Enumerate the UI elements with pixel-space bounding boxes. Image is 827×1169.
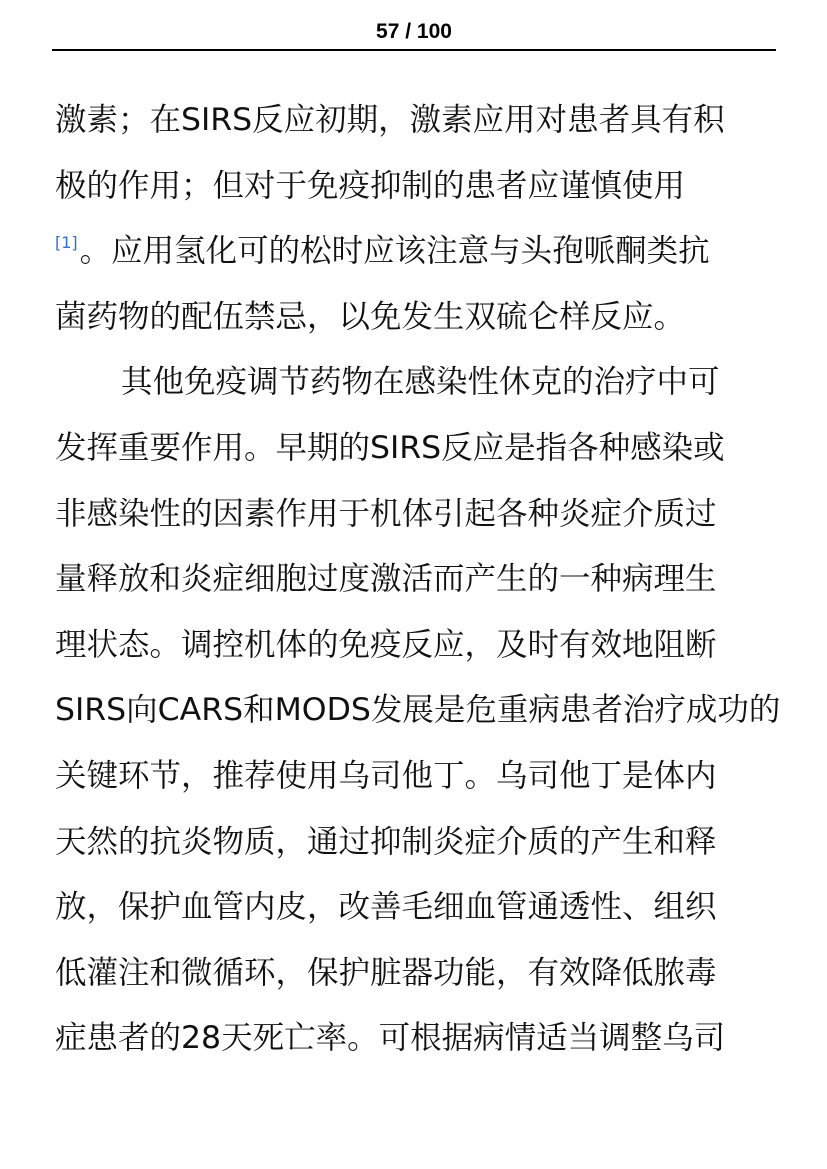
text-line: 量释放和炎症细胞过度激活而产生的一种病理生 — [55, 561, 717, 598]
document-body — [55, 88, 781, 1072]
text-span: 。应用氢化可的松时应该注意与头孢哌酮类抗 — [79, 233, 710, 270]
text-line: 低灌注和微循环，保护脏器功能，有效降低脓毒 — [55, 954, 717, 991]
text-line: 理状态。调控机体的免疫反应，及时有效地阻断 — [55, 626, 717, 663]
text-line: 放，保护血管内皮，改善毛细血管通透性、组织 — [55, 889, 717, 926]
text-line: 极的作用；但对于免疫抑制的患者应谨慎使用 — [55, 167, 686, 204]
text-line: 菌药物的配伍禁忌，以免发生双硫仑样反应。 — [55, 298, 686, 335]
citation-link[interactable]: [1] — [55, 233, 78, 253]
paragraph-start-line: 其他免疫调节药物在感染性休克的治疗中可 — [121, 364, 720, 401]
text-line: SIRS向CARS和MODS发展是危重病患者治疗成功的 — [55, 692, 781, 729]
text-line: 非感染性的因素作用于机体引起各种炎症介质过 — [55, 495, 717, 532]
text-line: 天然的抗炎物质，通过抑制炎症介质的产生和释 — [55, 823, 717, 860]
text-line: 关键环节，推荐使用乌司他丁。乌司他丁是体内 — [55, 757, 717, 794]
page-number: 57 / 100 — [376, 20, 452, 43]
text-line: 发挥重要作用。早期的SIRS反应是指各种感染或 — [55, 429, 725, 466]
text-line: 症患者的28天死亡率。可根据病情适当调整乌司 — [55, 1020, 726, 1057]
text-line: 激素；在SIRS反应初期，激素应用对患者具有积 — [55, 102, 725, 138]
text-line — [55, 219, 770, 285]
page-header — [52, 18, 776, 51]
